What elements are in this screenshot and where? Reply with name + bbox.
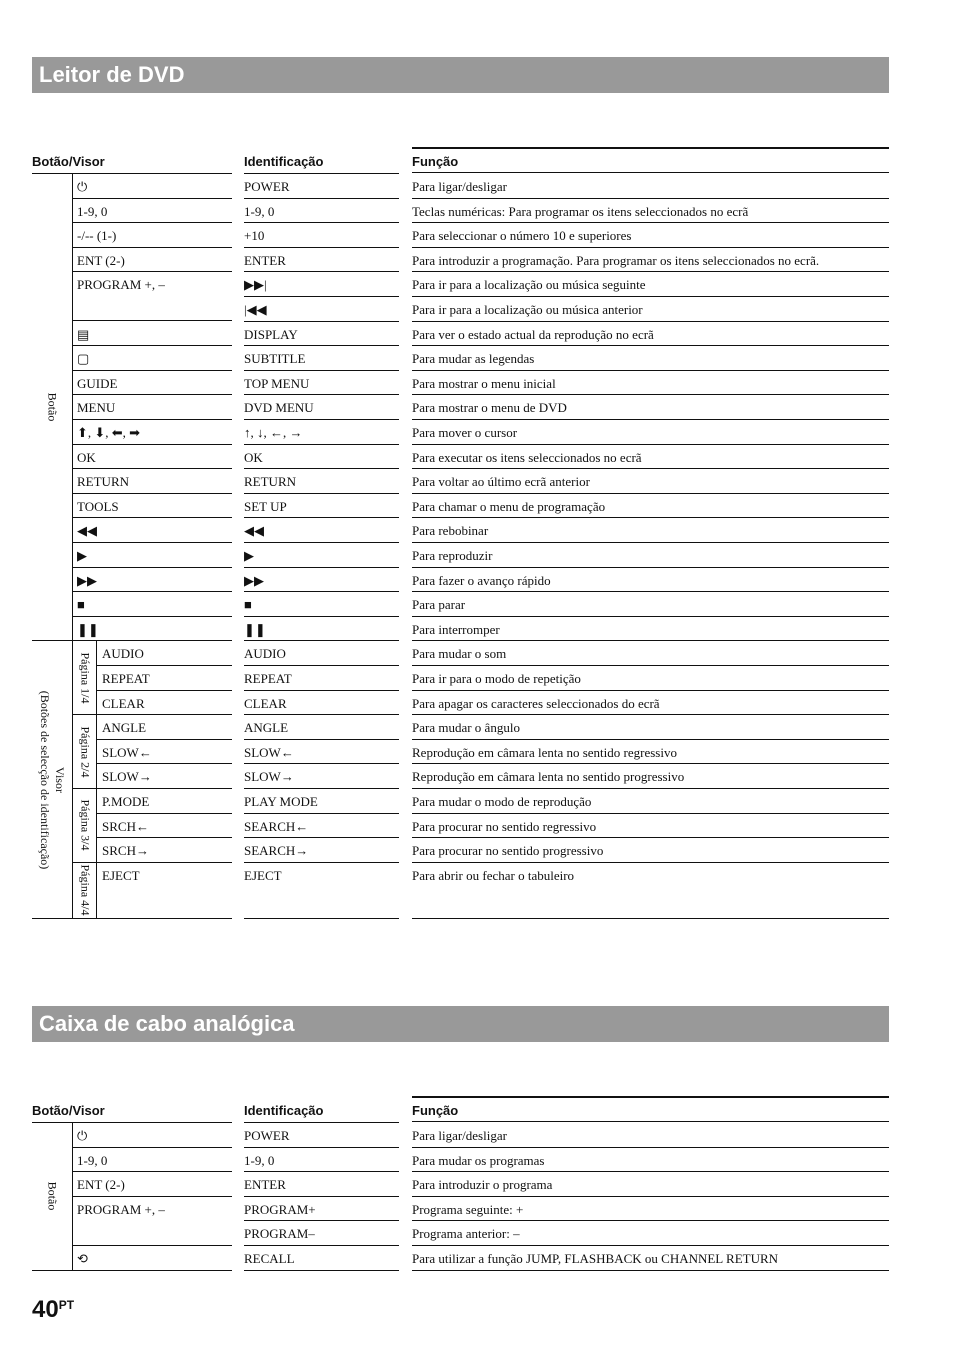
key-cell: ENT (2-)	[73, 248, 232, 273]
key-cell: SRCH←	[97, 814, 232, 839]
group-label: Botão	[45, 392, 60, 422]
identification-cell: 1-9, 0	[244, 199, 399, 224]
function-cell: Para abrir ou fechar o tabuleiro	[412, 863, 889, 919]
function-cell: Para mudar os programas	[412, 1148, 889, 1173]
function-cell: Para chamar o menu de programação	[412, 494, 889, 519]
key-cell: MENU	[73, 395, 232, 420]
identification-cell: SLOW→	[244, 764, 399, 789]
key-cell: SLOW→	[97, 764, 232, 789]
function-cell: Para mostrar o menu inicial	[412, 371, 889, 396]
function-cell: Reprodução em câmara lenta no sentido progressivo	[412, 764, 889, 789]
function-cell: Para ver o estado actual da reprodução no ecrã	[412, 322, 889, 347]
key-cell: EJECT	[97, 863, 232, 919]
function-cell: Reprodução em câmara lenta no sentido regressivo	[412, 740, 889, 765]
key-cell: TOOLS	[73, 494, 232, 519]
key-cell: REPEAT	[97, 666, 232, 691]
key-cell: ❚❚	[73, 617, 232, 642]
identification-cell: SUBTITLE	[244, 346, 399, 371]
page-label-cell	[73, 715, 97, 789]
page-label-cell	[73, 863, 97, 919]
key-cell: 1-9, 0	[73, 199, 232, 224]
group-label: Visor (Botões de selecção de identificação)	[38, 690, 67, 869]
function-cell: Para interromper	[412, 617, 889, 642]
identification-cell: 1-9, 0	[244, 1148, 399, 1173]
function-cell: Para fazer o avanço rápido	[412, 568, 889, 593]
function-cell: Para parar	[412, 592, 889, 617]
identification-cell: RETURN	[244, 469, 399, 494]
identification-cell: DVD MENU	[244, 395, 399, 420]
identification-cell: ▶	[244, 543, 399, 568]
identification-cell: SEARCH→	[244, 838, 399, 863]
function-cell: Para executar os itens seleccionados no ecrã	[412, 445, 889, 470]
identification-cell: ■	[244, 592, 399, 617]
page-label-cell	[73, 789, 97, 863]
identification-cell: RECALL	[244, 1246, 399, 1271]
function-cell: Para ir para a localização ou música seguinte	[412, 272, 889, 297]
header-button: Botão/Visor	[32, 1097, 232, 1123]
key-cell: ▢	[73, 346, 232, 371]
key-cell: RETURN	[73, 469, 232, 494]
function-cell: Para mudar o som	[412, 641, 889, 666]
page-number: $40^{PT}$	[32, 1296, 75, 1323]
identification-cell: ENTER	[244, 248, 399, 273]
function-cell: Para introduzir a programação. Para programar os itens seleccionados no ecrã.	[412, 248, 889, 273]
identification-cell: OK	[244, 445, 399, 470]
section-title-cable: Caixa de cabo analógica	[32, 1006, 889, 1042]
key-cell: ⟲	[73, 1246, 232, 1271]
identification-cell: ◀◀	[244, 518, 399, 543]
key-cell: PROGRAM +, –	[73, 1197, 232, 1246]
key-cell: ⬆, ⬇, ⬅, ➡	[73, 420, 232, 445]
function-cell: Para reproduzir	[412, 543, 889, 568]
identification-cell: SLOW←	[244, 740, 399, 765]
section-title-dvd: Leitor de DVD	[32, 57, 889, 93]
identification-cell: REPEAT	[244, 666, 399, 691]
group-label-cell	[32, 1123, 73, 1271]
group-label-cell	[32, 174, 73, 641]
identification-cell: SET UP	[244, 494, 399, 519]
function-cell: Para mudar o modo de reprodução	[412, 789, 889, 814]
key-cell: ▶	[73, 543, 232, 568]
identification-cell: ▶▶	[244, 568, 399, 593]
key-cell: AUDIO	[97, 641, 232, 666]
identification-cell: EJECT	[244, 863, 399, 919]
function-cell: Para mostrar o menu de DVD	[412, 395, 889, 420]
function-cell: Para ir para a localização ou música anterior	[412, 297, 889, 322]
page-label: Página 3/4	[78, 799, 92, 851]
function-cell: Para rebobinar	[412, 518, 889, 543]
key-cell: ■	[73, 592, 232, 617]
function-cell: Para ir para o modo de repetição	[412, 666, 889, 691]
function-cell: Para mover o cursor	[412, 420, 889, 445]
function-cell: Para mudar o ângulo	[412, 715, 889, 740]
function-cell: Para mudar as legendas	[412, 346, 889, 371]
key-cell: OK	[73, 445, 232, 470]
page-label: Página 2/4	[78, 726, 92, 778]
function-cell: Para seleccionar o número 10 e superiores	[412, 223, 889, 248]
key-cell: ▶▶	[73, 568, 232, 593]
identification-cell: PLAY MODE	[244, 789, 399, 814]
identification-cell: AUDIO	[244, 641, 399, 666]
header-function: Função	[412, 147, 889, 173]
key-cell: -/-- (1-)	[73, 223, 232, 248]
key-cell: P.MODE	[97, 789, 232, 814]
key-cell: SRCH→	[97, 838, 232, 863]
identification-cell: CLEAR	[244, 691, 399, 716]
key-cell: ⏻	[73, 1123, 232, 1148]
identification-cell: ❚❚	[244, 617, 399, 642]
identification-cell: ↑, ↓, ←, →	[244, 420, 399, 445]
identification-cell: +10	[244, 223, 399, 248]
function-cell: Para voltar ao último ecrã anterior	[412, 469, 889, 494]
function-cell: Para procurar no sentido regressivo	[412, 814, 889, 839]
function-cell: Programa anterior: –	[412, 1221, 889, 1246]
identification-cell: |◀◀	[244, 297, 399, 322]
identification-cell: ▶▶|	[244, 272, 399, 297]
function-cell: Para ligar/desligar	[412, 1123, 889, 1148]
function-cell: Teclas numéricas: Para programar os itens seleccionados no ecrã	[412, 199, 889, 224]
header-identification: Identificação	[244, 1097, 399, 1123]
key-cell: ▤	[73, 322, 232, 347]
identification-cell: DISPLAY	[244, 322, 399, 347]
key-cell: ◀◀	[73, 518, 232, 543]
identification-cell: POWER	[244, 1123, 399, 1148]
function-cell: Programa seguinte: +	[412, 1197, 889, 1222]
function-cell: Para ligar/desligar	[412, 174, 889, 199]
key-cell: ANGLE	[97, 715, 232, 740]
key-cell: CLEAR	[97, 691, 232, 716]
key-cell: ENT (2-)	[73, 1172, 232, 1197]
key-cell: SLOW←	[97, 740, 232, 765]
key-cell: ⏻	[73, 174, 232, 199]
header-identification: Identificação	[244, 148, 399, 174]
identification-cell: SEARCH←	[244, 814, 399, 839]
identification-cell: TOP MENU	[244, 371, 399, 396]
function-cell: Para introduzir o programa	[412, 1172, 889, 1197]
function-cell: Para apagar os caracteres seleccionados do ecrã	[412, 691, 889, 716]
key-cell: GUIDE	[73, 371, 232, 396]
group-label: Botão	[45, 1181, 60, 1211]
key-cell: 1-9, 0	[73, 1148, 232, 1173]
function-cell: Para procurar no sentido progressivo	[412, 838, 889, 863]
header-function: Função	[412, 1096, 889, 1122]
identification-cell: PROGRAM+	[244, 1197, 399, 1222]
identification-cell: PROGRAM–	[244, 1221, 399, 1246]
identification-cell: ANGLE	[244, 715, 399, 740]
header-button: Botão/Visor	[32, 148, 232, 174]
page-label: Página 4/4	[78, 864, 92, 916]
function-cell: Para utilizar a função JUMP, FLASHBACK ou CHANNEL RETURN	[412, 1246, 889, 1271]
identification-cell: ENTER	[244, 1172, 399, 1197]
group-label-cell	[32, 641, 73, 918]
key-cell: PROGRAM +, –	[73, 272, 232, 321]
identification-cell: POWER	[244, 174, 399, 199]
page-label: Página 1/4	[78, 652, 92, 704]
page-label-cell	[73, 641, 97, 715]
